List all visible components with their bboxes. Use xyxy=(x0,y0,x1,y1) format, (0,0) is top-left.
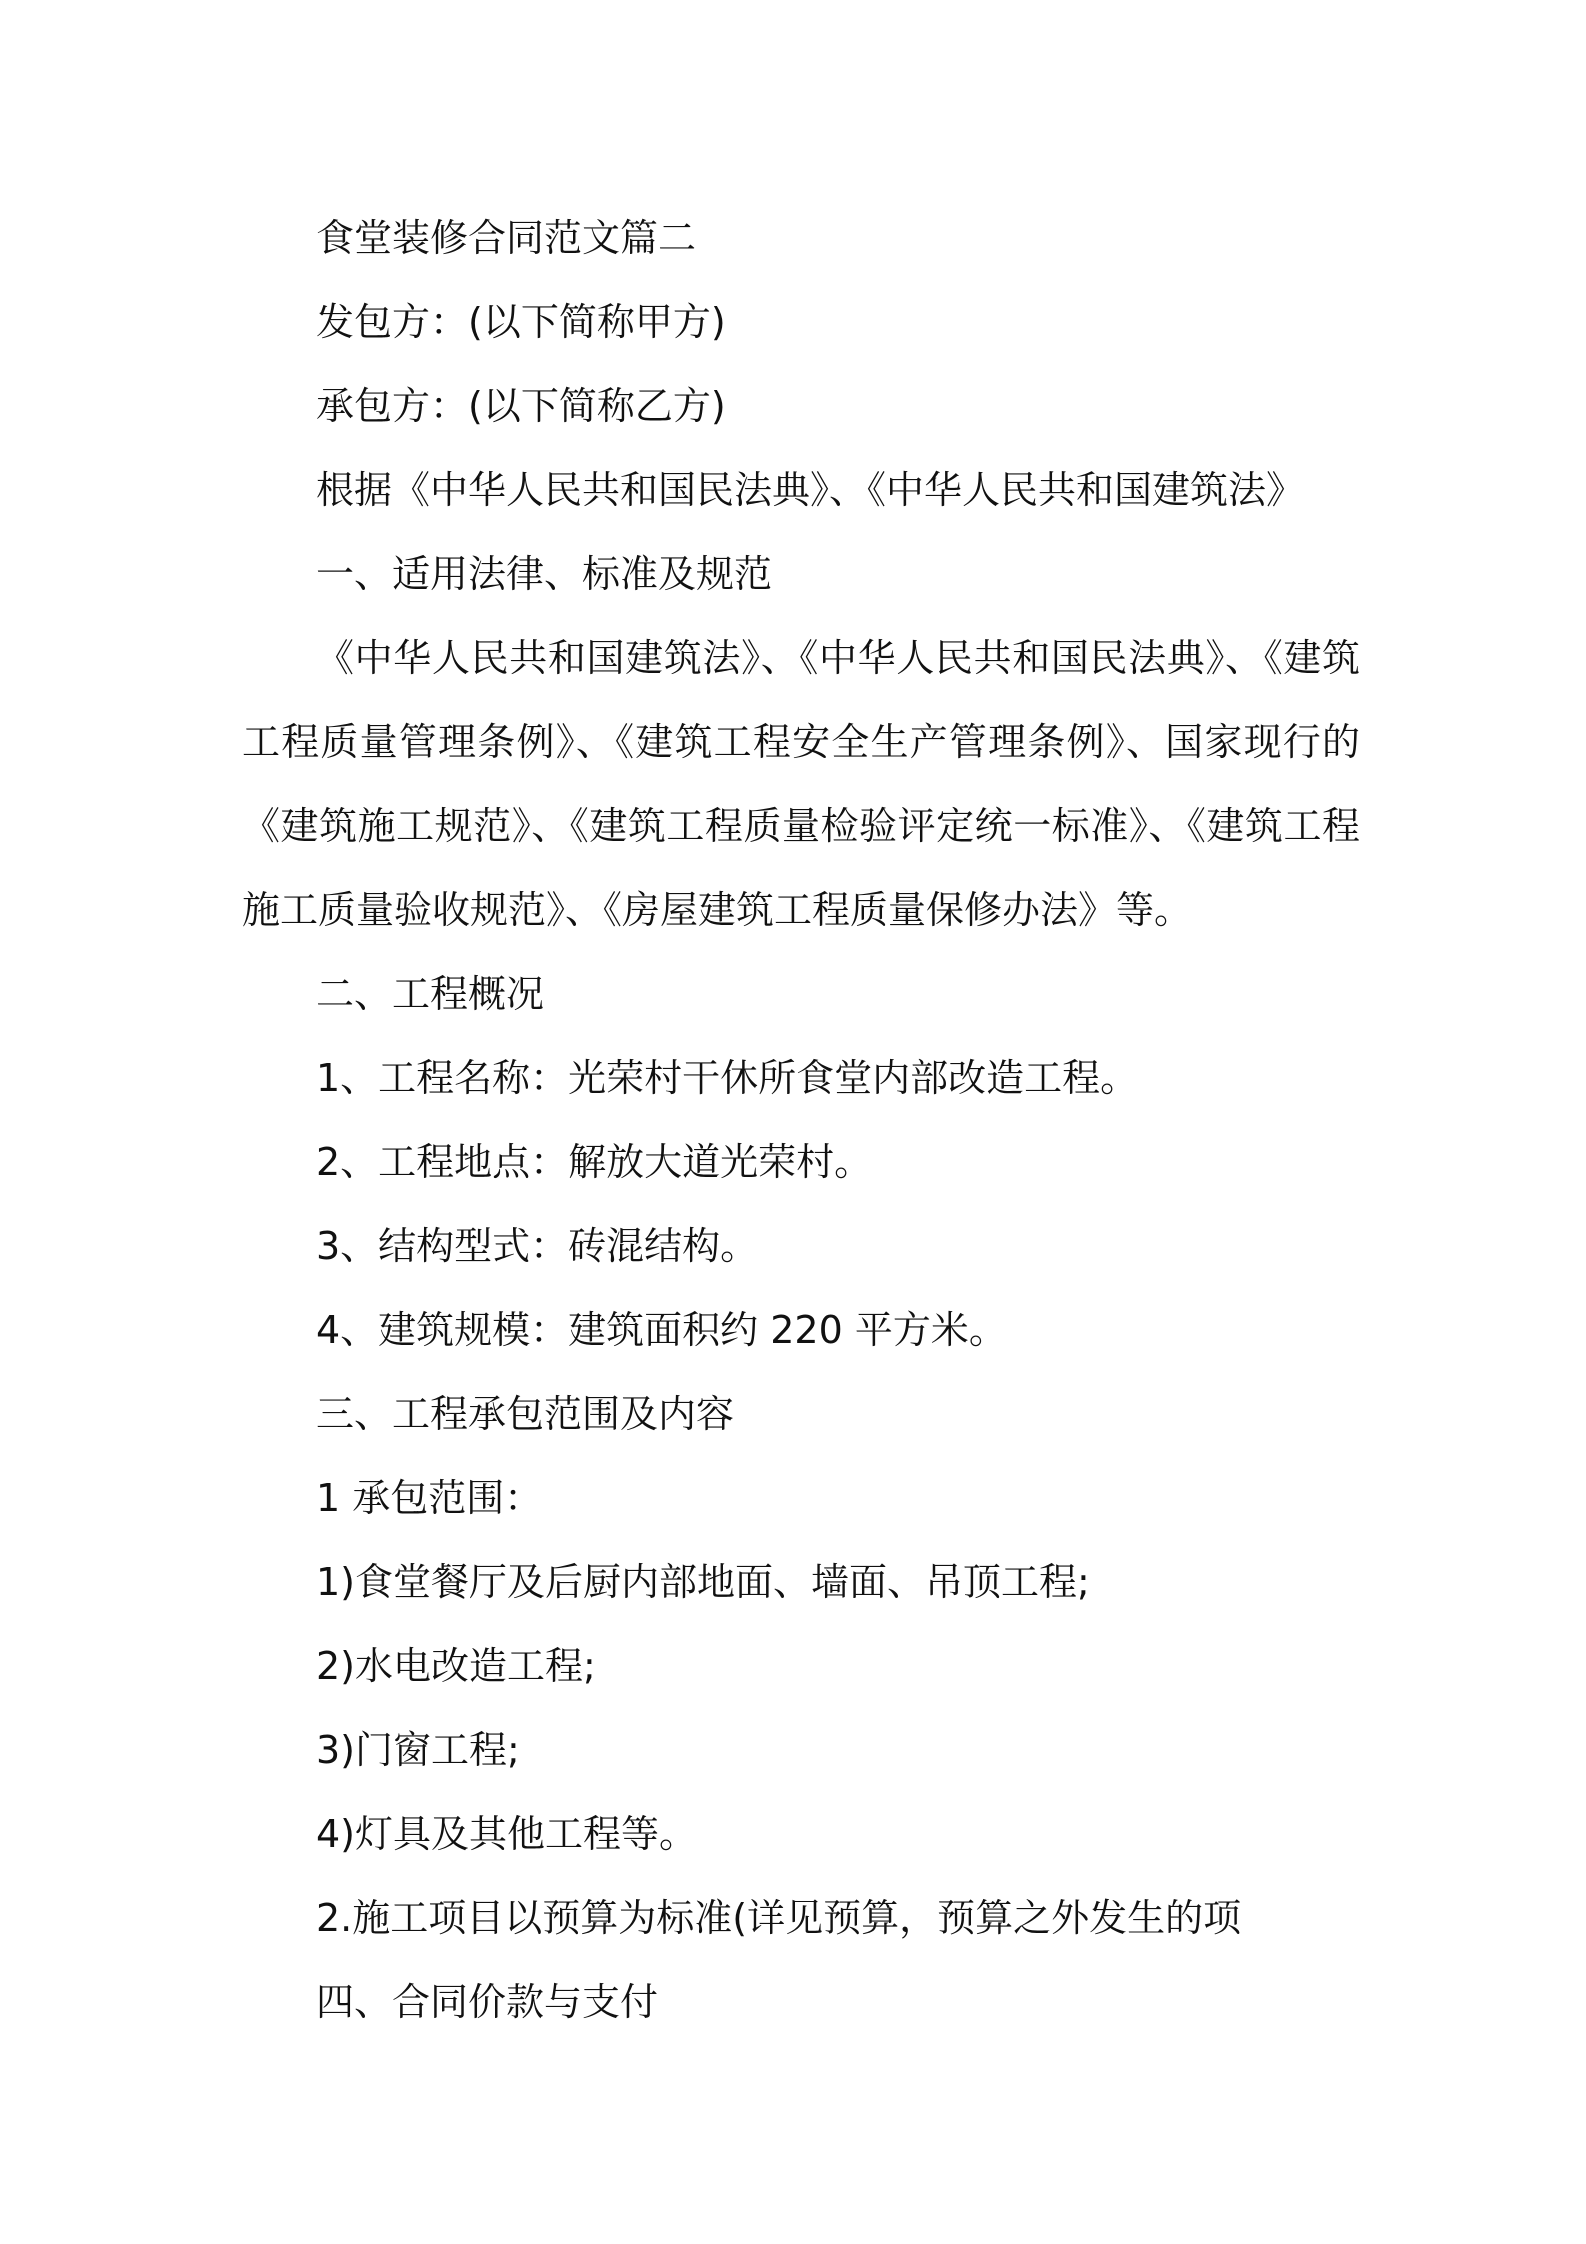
project-scale-item: 4、建筑规模：建筑面积约 220 平方米。 xyxy=(316,1308,1007,1352)
party-b-line: 承包方：(以下简称乙方) xyxy=(316,384,726,428)
document-title: 食堂装修合同范文篇二 xyxy=(316,216,697,260)
section-3-heading: 三、工程承包范围及内容 xyxy=(316,1392,735,1436)
scope-item-1: 1)食堂餐厅及后厨内部地面、墙面、吊顶工程; xyxy=(316,1560,1090,1604)
section-1-heading: 一、适用法律、标准及规范 xyxy=(316,552,773,596)
party-a-line: 发包方：(以下简称甲方) xyxy=(316,300,726,344)
section-4-heading: 四、合同价款与支付 xyxy=(316,1980,659,2024)
scope-item-4: 4)灯具及其他工程等。 xyxy=(316,1812,698,1856)
legal-basis-line: 根据《中华人民共和国民法典》、《中华人民共和国建筑法》 xyxy=(316,468,1305,512)
project-structure-item: 3、结构型式：砖混结构。 xyxy=(316,1224,759,1268)
scope-item-3: 3)门窗工程; xyxy=(316,1728,520,1772)
document-body xyxy=(242,196,1360,2044)
budget-item: 2.施工项目以预算为标准(详见预算，预算之外发生的项 xyxy=(316,1896,1242,1940)
project-location-item: 2、工程地点：解放大道光荣村。 xyxy=(316,1140,873,1184)
project-name-item: 1、工程名称：光荣村干休所食堂内部改造工程。 xyxy=(316,1056,1139,1100)
section-2-heading: 二、工程概况 xyxy=(316,972,545,1016)
scope-heading: 1 承包范围： xyxy=(316,1476,543,1520)
section-1-body: 《中华人民共和国建筑法》、《中华人民共和国民法典》、《建筑工程质量管理条例》、《建筑工程安全生产管理条例》、国家现行的《建筑施工规范》、《建筑工程质量检验评定统一标准》、《建筑工程施工质量验收规范》、《房屋建筑工程质量保修办法》等。 xyxy=(242,636,1360,932)
scope-item-2: 2)水电改造工程; xyxy=(316,1644,596,1688)
